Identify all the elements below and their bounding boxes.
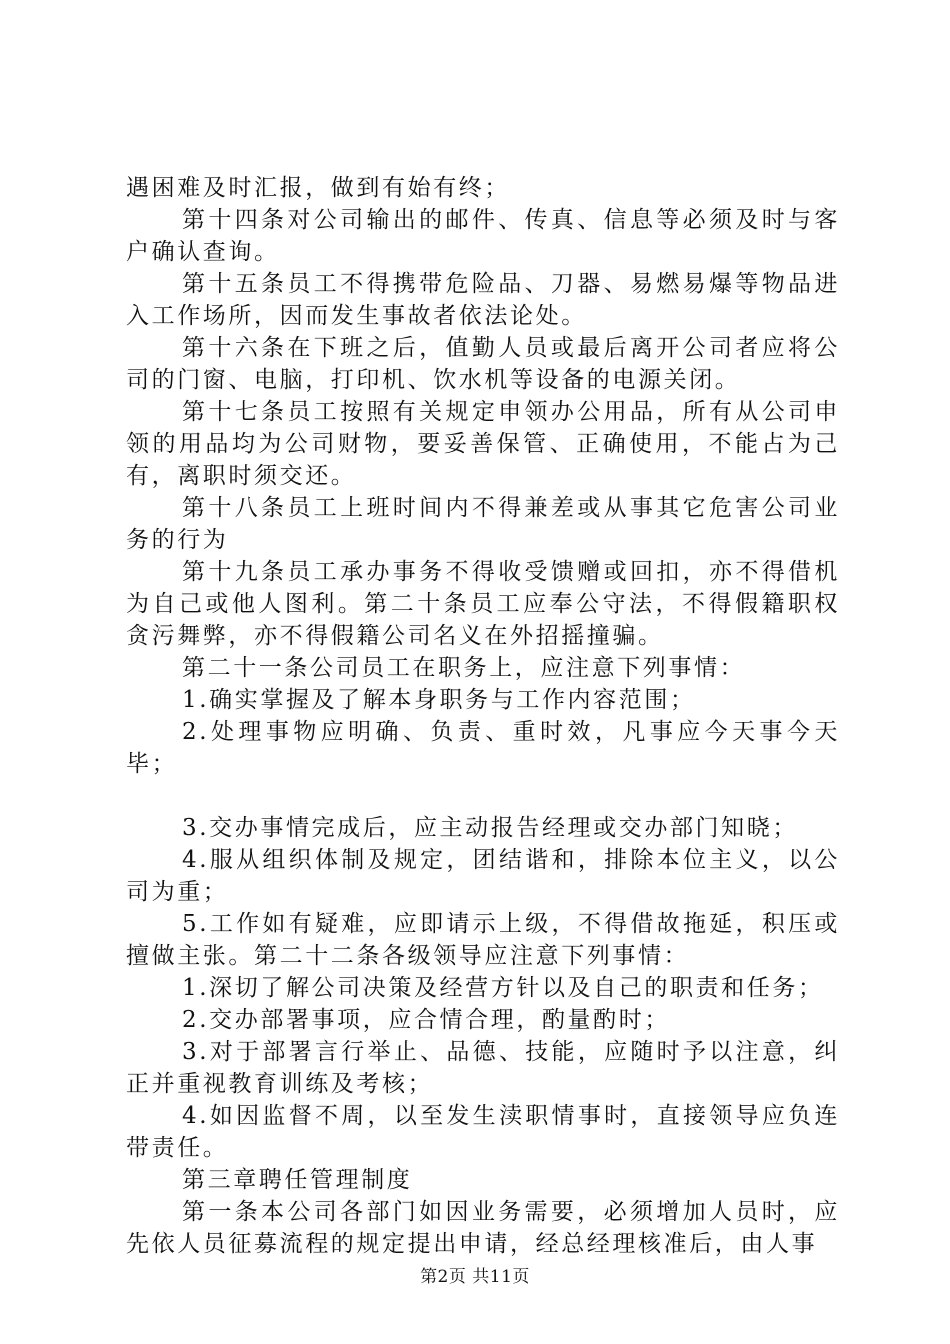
list-item-21-2: 2.处理事物应明确、负责、重时效，凡事应今天事今天毕； [126, 719, 840, 777]
paragraph-article-14: 第十四条对公司输出的邮件、传真、信息等必须及时与客户确认查询。 [126, 207, 840, 265]
paragraph-article-16: 第十六条在下班之后，值勤人员或最后离开公司者应将公司的门窗、电脑，打印机、饮水机等设备的电源关闭。 [126, 335, 840, 393]
paragraph-chapter3-article-1: 第一条本公司各部门如因业务需要，必须增加人员时，应先依人员征募流程的规定提出申请，经总经理核准后，由人事 [126, 1199, 840, 1257]
list-item-22-1: 1.深切了解公司决策及经营方针以及自己的职责和任务； [182, 975, 824, 1001]
list-item-21-1: 1.确实掌握及了解本身职务与工作内容范围； [182, 687, 696, 713]
page-number-footer: 第2页 共11页 [420, 1267, 530, 1287]
paragraph-article-18: 第十八条员工上班时间内不得兼差或从事其它危害公司业务的行为 [126, 495, 840, 553]
chapter-heading: 第三章聘任管理制度 [182, 1167, 413, 1193]
list-item-22-3: 3.对于部署言行举止、品德、技能，应随时予以注意，纠正并重视教育训练及考核； [126, 1039, 840, 1097]
list-item-21-5: 5.工作如有疑难，应即请示上级，不得借故拖延，积压或擅做主张。第二十二条各级领导应注意下列事情： [126, 911, 840, 969]
list-item-22-4: 4.如因监督不周，以至发生渎职情事时，直接领导应负连带责任。 [126, 1103, 840, 1161]
paragraph-article-15: 第十五条员工不得携带危险品、刀器、易燃易爆等物品进入工作场所，因而发生事故者依法论处。 [126, 271, 840, 329]
paragraph-article-19-20: 第十九条员工承办事务不得收受馈赠或回扣，亦不得借机为自己或他人图利。第二十条员工应奉公守法，不得假籍职权贪污舞弊，亦不得假籍公司名义在外招摇撞骗。 [126, 559, 840, 649]
list-item-21-4: 4.服从组织体制及规定，团结谐和，排除本位主义，以公司为重； [126, 847, 840, 905]
paragraph-continuation: 遇困难及时汇报，做到有始有终； [126, 175, 510, 201]
list-item-22-2: 2.交办部署事项，应合情合理，酌量酌时； [182, 1007, 670, 1033]
paragraph-article-21: 第二十一条公司员工在职务上，应注意下列事情： [182, 655, 746, 681]
paragraph-gap [126, 780, 840, 812]
document-body [126, 172, 840, 1260]
list-item-21-3: 3.交办事情完成后，应主动报告经理或交办部门知晓； [182, 815, 798, 841]
paragraph-article-17: 第十七条员工按照有关规定申领办公用品，所有从公司申领的用品均为公司财物，要妥善保管、正确使用，不能占为己有，离职时须交还。 [126, 399, 840, 489]
